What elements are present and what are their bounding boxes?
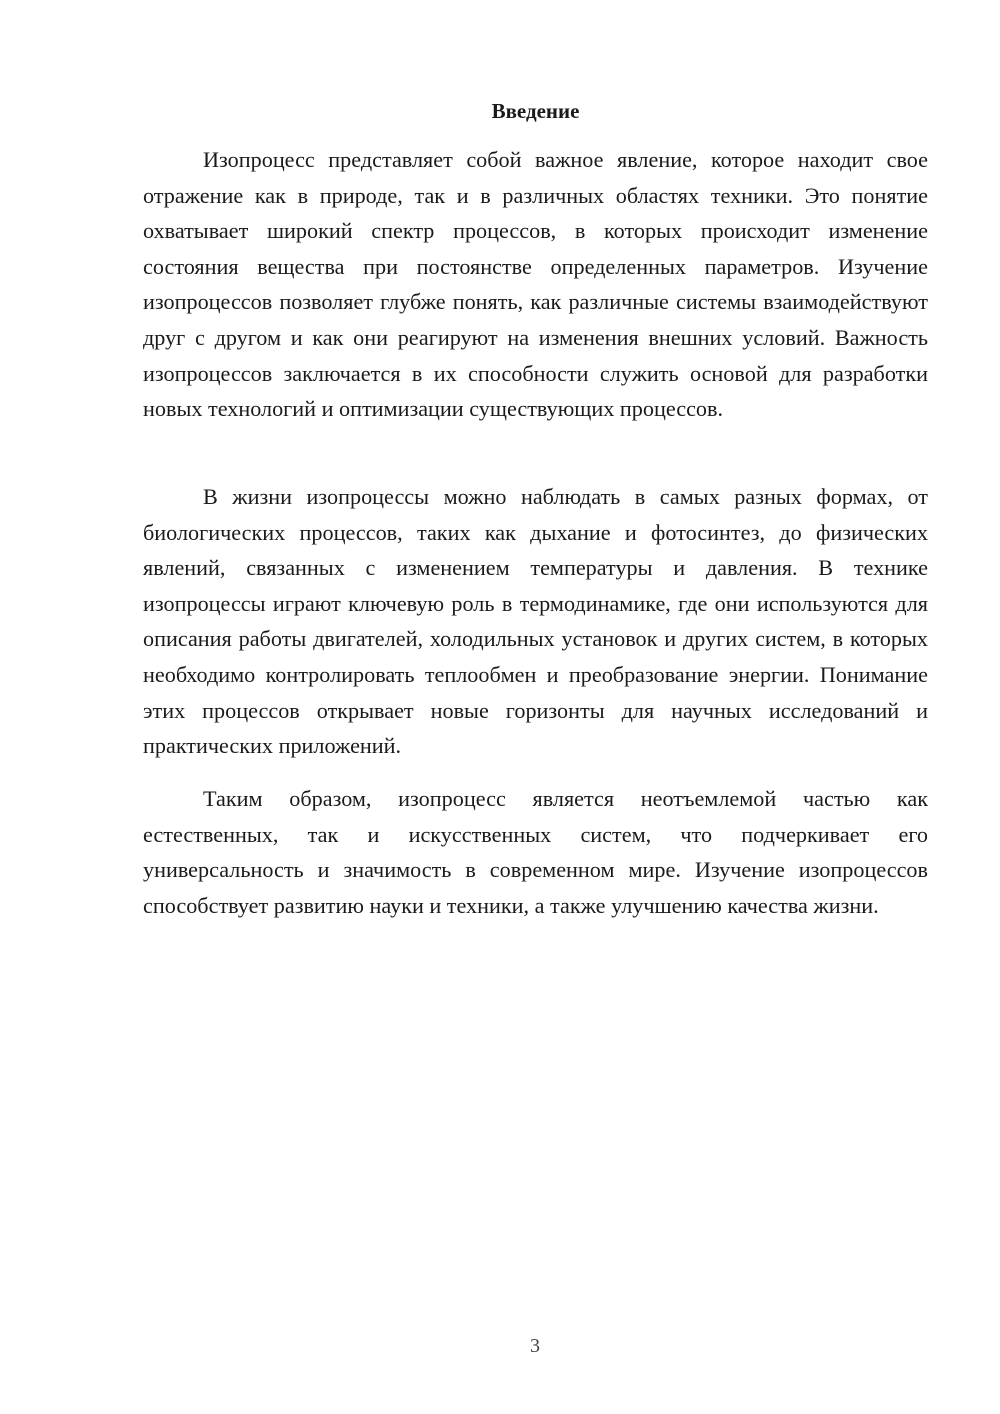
- page-number: 3: [530, 1335, 540, 1357]
- paragraph-intro: Изопроцесс представляет собой важное явление, которое находит свое отражение как в природе, так и в различных областях техники. Это понятие охватывает широкий спектр процессов, в которых происходит изменение состояния вещества при постоянстве определенных параметров. Изучение изопроцессов позволяет глубже понять, как различные системы взаимодействуют друг с другом и как они реагируют на изменения внешних условий. Важность изопроцессов заключается в их способности служить основой для разработки новых технологий и оптимизации существующих процессов.: [143, 147, 928, 422]
- section-heading: Введение: [491, 99, 580, 123]
- paragraph-applications: В жизни изопроцессы можно наблюдать в самых разных формах, от биологических процессов, таких как дыхание и фотосинтез, до физических явлений, связанных с изменением температуры и давления. В технике изопроцессы играют ключевую роль в термодинамике, где они используются для описания работы двигателей, холодильных установок и других систем, в которых необходимо контролировать теплообмен и преобразование энергии. Понимание этих процессов открывает новые горизонты для научных исследований и практических приложений.: [143, 484, 928, 759]
- paragraph-conclusion: Таким образом, изопроцесс является неотъемлемой частью как естественных, так и искусственных систем, что подчеркивает его универсальность и значимость в современном мире. Изучение изопроцессов способствует развитию науки и техники, а также улучшению качества жизни.: [143, 786, 928, 918]
